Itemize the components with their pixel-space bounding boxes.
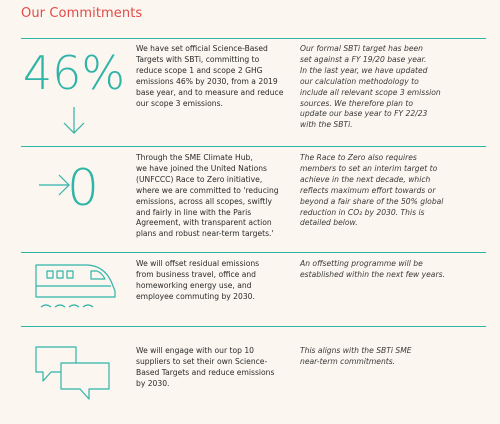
commitment-3-note: An offsetting programme will be established within the next few years. <box>300 259 445 279</box>
row1-figure-svg <box>22 39 126 146</box>
row2-icon-group <box>31 147 117 252</box>
commitment-1-text: We have set official Science-Based Targets with SBTi, committing to reduce scope 1 and scope 2 GHG emissions 46% by 2030, from a 2019 base year, and to measure and reduce our scope 3 emissions. <box>136 44 284 108</box>
row3-icon-group <box>31 253 117 326</box>
row2-figure-svg <box>31 147 117 252</box>
commitment-4-text: We will engage with our top 10 suppliers to set their own Science- Based Targets and reduce emissions by 2030. <box>136 346 275 388</box>
commitment-row-3 <box>21 253 486 326</box>
commitment-3-text: We will offset residual emissions from business travel, office and homeworking energy use, and employee commuting by 2030. <box>136 259 260 301</box>
commitment-row-2 <box>21 147 486 252</box>
page-title: Our Commitments <box>21 6 143 21</box>
commitment-4-note: This aligns with the SBTi SME near-term commitments. <box>300 346 412 366</box>
train-icon <box>31 253 117 326</box>
row4-icon-group <box>31 327 117 420</box>
figure-zero: 0 <box>67 159 99 217</box>
commitment-1-note: Our formal SBTi target has been set against a FY 19/20 base year. In the last year, we have updated our calculation methodology to include all relevant scope 3 emission sources. We therefore plan to update our base year to FY 22/23 with the SBTi. <box>300 44 441 130</box>
speech-bubbles-icon <box>31 327 117 420</box>
commitment-row-4 <box>21 327 486 420</box>
right-arrow-icon <box>39 175 69 195</box>
row1-icon-group <box>22 39 126 146</box>
commitment-2-text: Through the SME Climate Hub, we have joined the United Nations (UNFCCC) Race to Zero initiative, where we are committed to 'reducing emissions, across all scopes, swiftly and fairly in line with the Paris Agreement, with transparent action plans and robust near-term targets.' <box>136 153 279 239</box>
commitment-2-note: The Race to Zero also requires members to set an interim target to achieve in the next decade, which reflects maximum effort towards or beyond a fair share of the 50% global reduction in CO₂ by 2030. This is detailed below. <box>300 153 444 228</box>
figure-46-percent: 46% <box>22 46 126 100</box>
down-arrow-icon <box>64 107 84 133</box>
commitment-row-1 <box>21 39 486 146</box>
